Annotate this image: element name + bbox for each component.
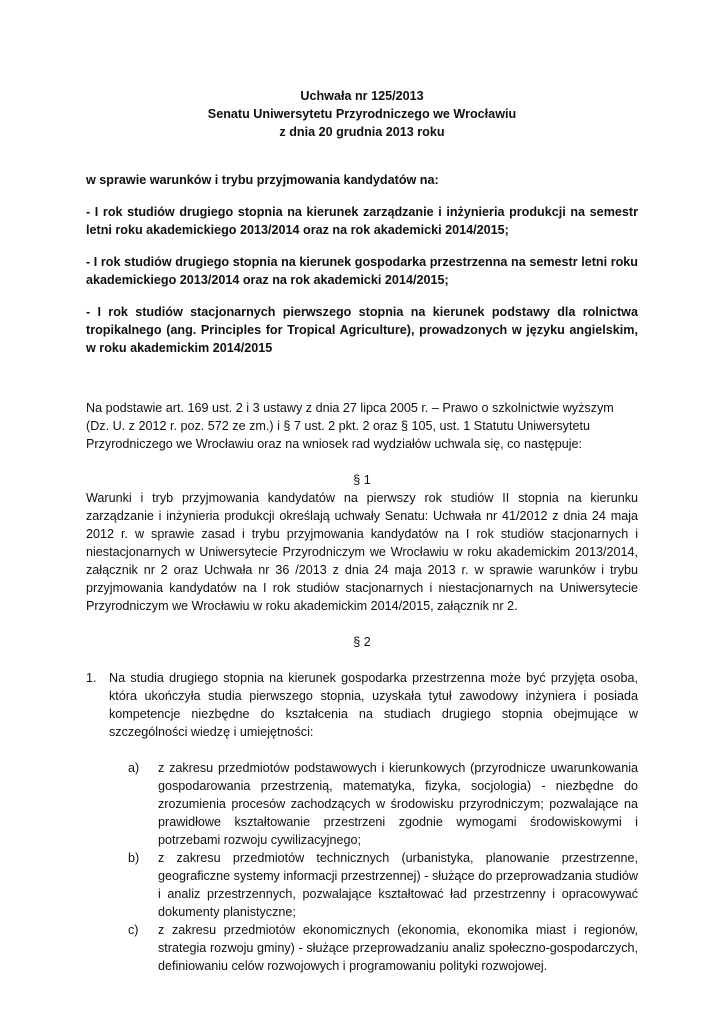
sublist (86, 759, 638, 975)
subject-item: - I rok studiów drugiego stopnia na kierunek zarządzanie i inżynieria produkcji na semestr letni roku akademickiego 2013/2014 oraz na rok akademicki 2014/2015; (86, 205, 638, 237)
resolution-date: z dnia 20 grudnia 2013 roku (279, 125, 445, 139)
preamble: Na podstawie art. 169 ust. 2 i 3 ustawy z dnia 27 lipca 2005 r. – Prawo o szkolnictwie wyższym (Dz. U. z 2012 r. poz. 572 ze zm.) i § 7 ust. 2 pkt. 2 oraz § 105, ust. 1 Statutu Uniwersytetu Przyrodniczego we Wrocławiu oraz na wniosek rad wydziałów uchwala się, co następuje: (86, 401, 614, 451)
list-item (128, 759, 638, 849)
list-item (128, 921, 638, 975)
resolution-number: Uchwała nr 125/2013 (300, 89, 424, 103)
subject-intro: w sprawie warunków i trybu przyjmowania kandydatów na: (86, 173, 439, 187)
item-text: z zakresu przedmiotów ekonomicznych (ekonomia, ekonomika miast i regionów, strategia rozwoju gminy) - służące przeprowadzaniu analiz społeczno-gospodarczych, definiowaniu celów rozwojowych i programowaniu polityki rozwojowej. (158, 923, 638, 973)
item-letter: b) (128, 851, 140, 865)
section-2-point-1 (86, 669, 638, 741)
document-page (86, 80, 638, 975)
point-text: Na studia drugiego stopnia na kierunek gospodarka przestrzenna może być przyjęta osoba, która ukończyła studia pierwszego stopnia, uzyskała tytuł zawodowy inżyniera i posiada kompetencje niezbędne do kształcenia na studiach drugiego stopnia obejmujące w szczególności wiedzę i umiejętności: (109, 671, 638, 739)
section-2-heading: § 2 (353, 635, 371, 649)
resolution-subject (86, 171, 638, 357)
resolution-header (86, 87, 638, 141)
point-number: 1. (86, 671, 97, 685)
item-text: z zakresu przedmiotów podstawowych i kierunkowych (przyrodnicze uwarunkowania gospodarowania przestrzenią, matematyka, fizyka, socjologia) - niezbędne do zrozumienia procesów zachodzących w środowisku przyrodniczym; pozwalające na prawidłowe kształtowanie przestrzeni zgodnie wymogami środowiskowymi i potrzebami rozwoju cywilizacyjnego; (158, 761, 638, 847)
subject-item: - I rok studiów stacjonarnych pierwszego stopnia na kierunek podstawy dla rolnictwa tropikalnego (ang. Principles for Tropical Agriculture), prowadzonych w języku angielskim, w roku akademickim 2014/2015 (86, 305, 638, 355)
issuing-body: Senatu Uniwersytetu Przyrodniczego we Wrocławiu (207, 107, 517, 121)
section-1-heading: § 1 (353, 473, 371, 487)
subject-item: - I rok studiów drugiego stopnia na kierunek gospodarka przestrzenna na semestr letni roku akademickiego 2013/2014 oraz na rok akademicki 2014/2015; (86, 255, 638, 287)
item-letter: c) (128, 923, 139, 937)
section-1-text: Warunki i tryb przyjmowania kandydatów na pierwszy rok studiów II stopnia na kierunku zarządzanie i inżynieria produkcji określają uchwały Senatu: Uchwała nr 41/2012 z dnia 24 maja 2012 r. w sprawie zasad i trybu przyjmowania kandydatów na I rok studiów stacjonarnych i niestacjonarnych w Uniwersytecie Przyrodniczym we Wrocławiu w roku akademickim 2013/2014, załącznik nr 2 oraz Uchwała nr 36 /2013 z dnia 24 maja 2013 r. w sprawie warunków i trybu przyjmowania kandydatów na I rok studiów stacjonarnych i niestacjonarnych na Uniwersytecie Przyrodniczym we Wrocławiu w roku akademickim 2014/2015, załącznik nr 2. (86, 491, 638, 613)
list-item (128, 849, 638, 921)
item-text: z zakresu przedmiotów technicznych (urbanistyka, planowanie przestrzenne, geograficzne systemy informacji przestrzennej) - służące do przeprowadzania studiów i analiz przestrzennych, pozwalające kształtować ład przestrzenny i opracowywać dokumenty planistyczne; (158, 851, 638, 919)
item-letter: a) (128, 761, 140, 775)
